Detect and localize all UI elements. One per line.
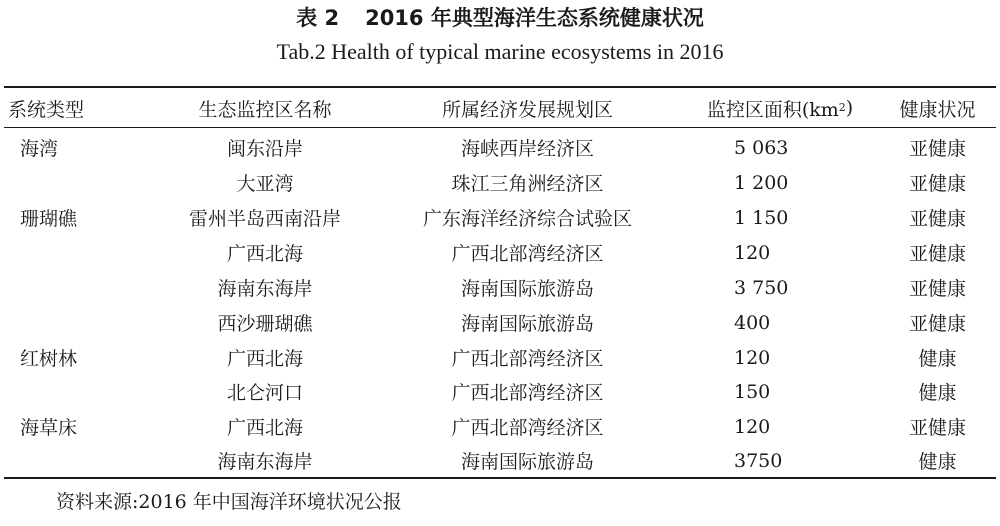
cell-area	[690, 340, 870, 375]
cell-health: 健康	[918, 348, 957, 370]
header-zone-name: 生态监控区名称	[198, 98, 332, 121]
cell-system-type	[20, 443, 130, 478]
table-row	[0, 270, 1000, 305]
table-row	[0, 200, 1000, 235]
cell-health: 亚健康	[908, 208, 966, 230]
top-rule	[4, 86, 996, 88]
table-row	[0, 443, 1000, 478]
header-area-close: )	[845, 97, 854, 119]
cell-system-type	[20, 165, 130, 200]
table-row	[0, 409, 1000, 444]
cell-area	[690, 200, 870, 235]
table-title-text: 2016 年典型海洋生态系统健康状况	[365, 6, 704, 30]
cell-health: 健康	[918, 382, 957, 404]
cell-area-value: 120	[734, 346, 771, 369]
cell-zone-name: 广西北海	[226, 243, 303, 265]
header-economic-zone: 所属经济发展规划区	[441, 98, 613, 121]
cell-system-type: 珊瑚礁	[20, 208, 78, 230]
cell-economic-zone: 海南国际旅游岛	[460, 278, 594, 300]
cell-zone-name: 大亚湾	[236, 173, 294, 195]
cell-area-value: 400	[734, 311, 771, 334]
cell-area-value: 150	[734, 380, 771, 403]
cell-system-type: 红树林	[20, 348, 78, 370]
cell-system-type	[20, 270, 130, 305]
cell-zone-name: 雷州半岛西南沿岸	[188, 208, 341, 230]
table-label: 表 2	[296, 6, 340, 30]
table-row	[0, 305, 1000, 340]
header-system-type: 系统类型	[8, 98, 85, 121]
cell-system-type: 海草床	[20, 417, 78, 439]
cell-economic-zone: 海南国际旅游岛	[460, 451, 594, 473]
cell-area-value: 5 063	[734, 136, 789, 159]
cell-zone-name: 广西北海	[226, 348, 303, 370]
cell-area	[690, 270, 870, 305]
cell-economic-zone: 海南国际旅游岛	[460, 313, 594, 335]
cell-area	[690, 235, 870, 270]
cell-health: 亚健康	[908, 173, 966, 195]
table-title-cn	[0, 4, 1000, 32]
cell-system-type	[20, 235, 130, 270]
cell-area	[690, 305, 870, 340]
cell-area	[690, 409, 870, 444]
table-row	[0, 165, 1000, 200]
cell-economic-zone: 广西北部湾经济区	[451, 348, 604, 370]
cell-health: 亚健康	[908, 243, 966, 265]
header-rule	[4, 127, 996, 128]
cell-area-value: 3750	[734, 449, 783, 472]
header-health: 健康状况	[899, 98, 976, 121]
cell-economic-zone: 广西北部湾经济区	[451, 243, 604, 265]
table-header-row	[0, 90, 1000, 126]
cell-area-value: 1 150	[734, 206, 789, 229]
cell-health: 亚健康	[908, 417, 966, 439]
cell-zone-name: 北仑河口	[226, 382, 303, 404]
cell-health: 亚健康	[908, 278, 966, 300]
cell-area-value: 120	[734, 415, 771, 438]
source-note: 资料来源:2016 年中国海洋环境状况公报	[56, 491, 402, 513]
cell-health: 亚健康	[908, 313, 966, 335]
header-area-text: 监控区面积(km	[706, 98, 839, 121]
cell-economic-zone: 海峡西岸经济区	[460, 138, 594, 160]
table-title-en: Tab.2 Health of typical marine ecosystems in 2016	[276, 39, 724, 64]
cell-health: 健康	[918, 451, 957, 473]
table-row	[0, 340, 1000, 375]
cell-economic-zone: 珠江三角洲经济区	[451, 173, 604, 195]
cell-area	[690, 165, 870, 200]
cell-system-type	[20, 374, 130, 409]
cell-zone-name: 海南东海岸	[217, 278, 313, 300]
cell-zone-name: 西沙珊瑚礁	[217, 313, 313, 335]
cell-system-type: 海湾	[20, 138, 59, 160]
bottom-rule	[4, 477, 996, 479]
cell-area	[690, 443, 870, 478]
cell-zone-name: 海南东海岸	[217, 451, 313, 473]
cell-area	[690, 130, 870, 165]
cell-area-value: 3 750	[734, 276, 789, 299]
header-area: 监控区面积(km 2 )	[690, 90, 870, 126]
cell-zone-name: 广西北海	[226, 417, 303, 439]
cell-economic-zone: 广东海洋经济综合试验区	[422, 208, 632, 230]
table-row	[0, 235, 1000, 270]
cell-economic-zone: 广西北部湾经济区	[451, 382, 604, 404]
table-row	[0, 374, 1000, 409]
cell-area-value: 1 200	[734, 171, 789, 194]
cell-area	[690, 374, 870, 409]
cell-economic-zone: 广西北部湾经济区	[451, 417, 604, 439]
cell-area-value: 120	[734, 241, 771, 264]
cell-zone-name: 闽东沿岸	[226, 138, 303, 160]
cell-health: 亚健康	[908, 138, 966, 160]
table-row	[0, 130, 1000, 165]
cell-system-type	[20, 305, 130, 340]
